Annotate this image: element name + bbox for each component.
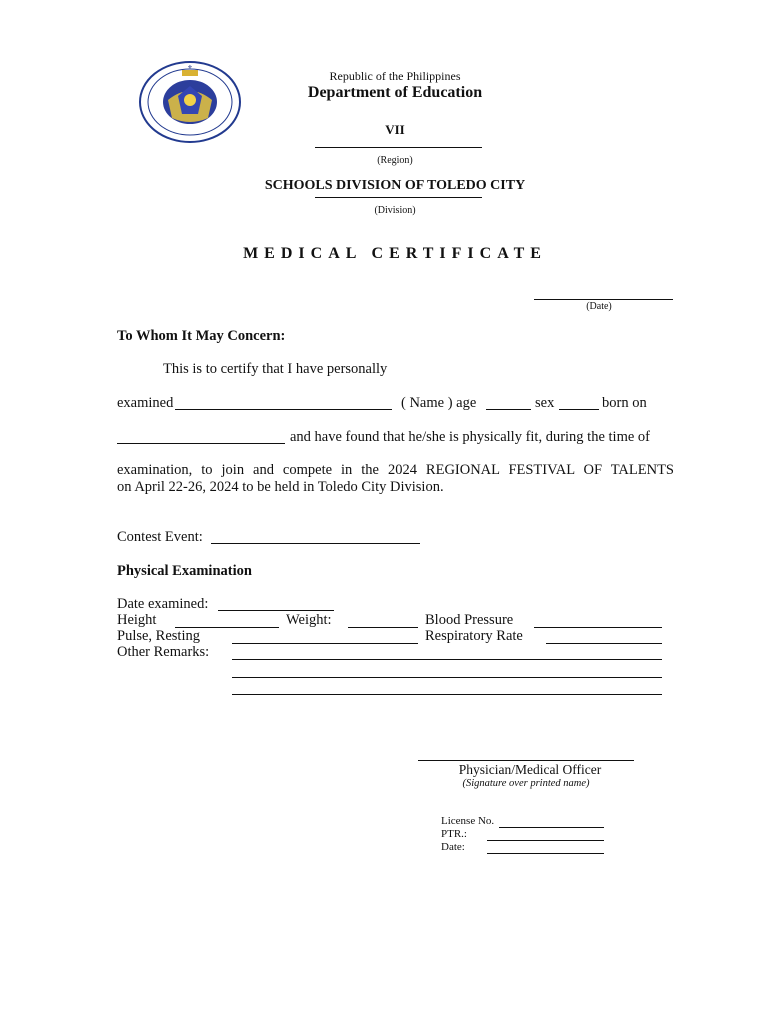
pulse-blank[interactable] xyxy=(232,643,418,644)
birthdate-blank[interactable] xyxy=(117,443,285,444)
respiratory-rate-blank[interactable] xyxy=(546,643,662,644)
examined-label: examined xyxy=(117,395,174,411)
physician-title: Physician/Medical Officer xyxy=(458,762,602,777)
svg-text:⚜: ⚜ xyxy=(187,64,193,71)
blood-pressure-blank[interactable] xyxy=(534,627,662,628)
remarks-line-1[interactable] xyxy=(232,659,662,660)
certificate-title: MEDICAL CERTIFICATE xyxy=(243,245,547,262)
salutation: To Whom It May Concern: xyxy=(117,328,286,344)
contest-event-blank[interactable] xyxy=(211,543,420,544)
region-value: VII xyxy=(385,122,405,137)
license-label: License No. xyxy=(441,815,495,827)
remarks-line-2[interactable] xyxy=(232,677,662,678)
ptr-label: PTR.: xyxy=(441,828,467,840)
license-blank[interactable] xyxy=(499,827,604,828)
born-on-label: born on xyxy=(602,395,647,411)
date-caption: (Date) xyxy=(586,301,612,312)
sex-label: sex xyxy=(535,395,555,411)
pulse-label: Pulse, Resting xyxy=(117,628,200,644)
name-age-label: ( Name ) age xyxy=(401,395,477,411)
date-examined-label: Date examined: xyxy=(117,596,209,612)
weight-label: Weight: xyxy=(286,612,332,628)
sex-blank[interactable] xyxy=(559,409,599,410)
event-dates-text: on April 22-26, 2024 to be held in Toledo City Division. xyxy=(117,479,444,495)
division-value: SCHOOLS DIVISION OF TOLEDO CITY xyxy=(264,178,526,193)
contest-event-label: Contest Event: xyxy=(117,529,203,545)
region-line xyxy=(315,147,482,148)
remarks-line-3[interactable] xyxy=(232,694,662,695)
other-remarks-label: Other Remarks: xyxy=(117,644,210,660)
age-blank[interactable] xyxy=(486,409,531,410)
respiratory-rate-label: Respiratory Rate xyxy=(425,628,523,644)
signature-caption: (Signature over printed name) xyxy=(462,778,590,789)
weight-blank[interactable] xyxy=(348,627,418,628)
date-line xyxy=(534,299,673,300)
physical-exam-heading: Physical Examination xyxy=(117,563,252,579)
name-blank[interactable] xyxy=(175,409,392,410)
height-label: Height xyxy=(117,612,157,628)
signature-date-blank[interactable] xyxy=(487,853,604,854)
republic-text: Republic of the Philippines xyxy=(329,69,461,83)
certify-text: This is to certify that I have personally xyxy=(163,361,388,377)
blood-pressure-label: Blood Pressure xyxy=(425,612,514,628)
region-caption: (Region) xyxy=(377,155,413,166)
ptr-blank[interactable] xyxy=(487,840,604,841)
division-caption: (Division) xyxy=(374,205,416,216)
found-fit-text: and have found that he/she is physically fit, during the time of xyxy=(290,429,651,445)
signature-date-label: Date: xyxy=(441,841,465,853)
date-examined-blank[interactable] xyxy=(218,610,334,611)
examination-text: examination, to join and compete in the 2024 REGIONAL FESTIVAL OF TALENTS xyxy=(117,462,674,478)
department-title: Department of Education xyxy=(307,84,483,101)
division-line xyxy=(315,197,482,198)
signature-line[interactable] xyxy=(418,760,634,761)
